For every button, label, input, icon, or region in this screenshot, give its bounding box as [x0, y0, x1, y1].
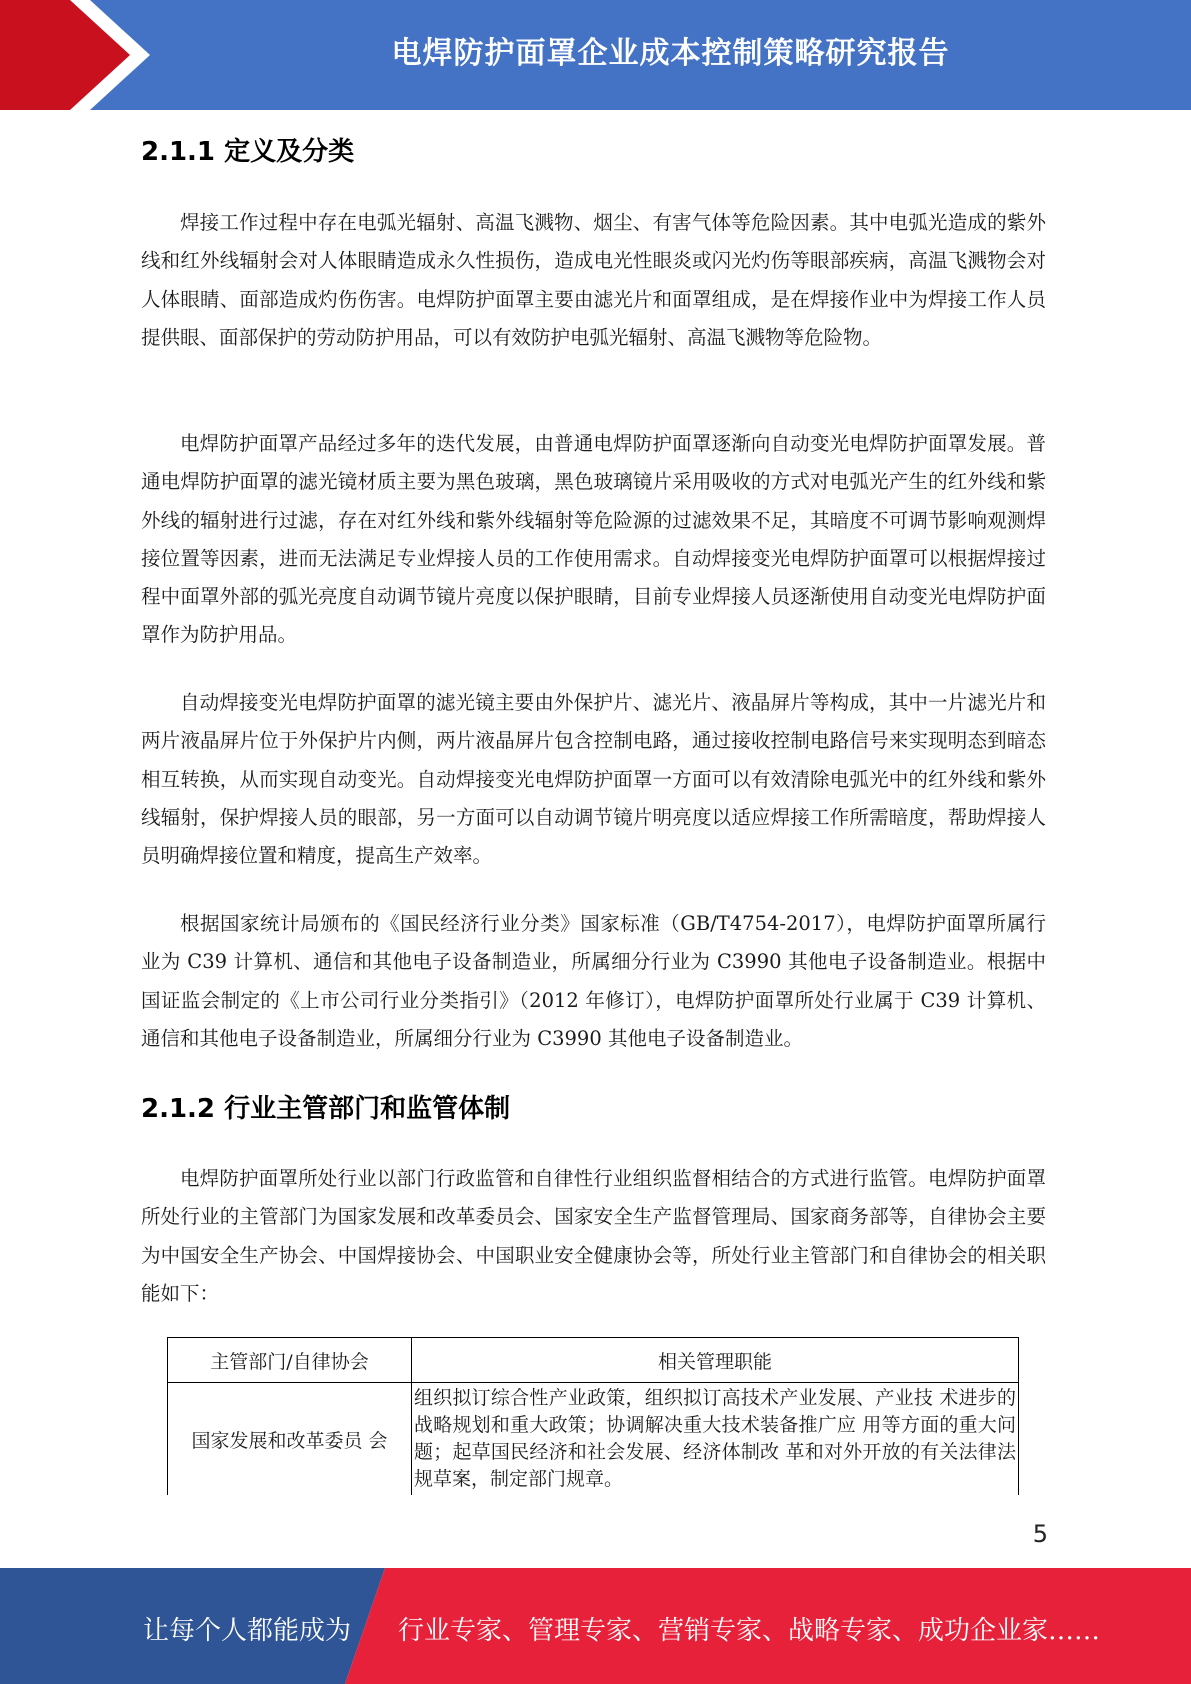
- table-header-duty: 相关管理职能: [412, 1338, 1019, 1383]
- section-heading-2-1-1: 2.1.1 定义及分类: [141, 137, 355, 167]
- paragraph-2: 电焊防护面罩产品经过多年的迭代发展，由普通电焊防护面罩逐渐向自动变光电焊防护面罩发展。普通电焊防护面罩的滤光镜材质主要为黑色玻璃，黑色玻璃镜片采用吸收的方式对电弧光产生的红外线和紫外线的辐射进行过滤，存在对红外线和紫外线辐射等危险源的过滤效果不足，其暗度不可调节影响观测焊接位置等因素，进而无法满足专业焊接人员的工作使用需求。自动焊接变光电焊防护面罩可以根据焊接过程中面罩外部的弧光亮度自动调节镜片亮度以保护眼睛，目前专业焊接人员逐渐使用自动变光电焊防护面罩作为防护用品。: [141, 432, 1046, 647]
- footer-slogan-left: 让每个人都能成为: [143, 1616, 352, 1646]
- table-header-row: [168, 1338, 1019, 1383]
- footer-slogan-right: 行业专家、管理专家、营销专家、战略专家、成功企业家……: [398, 1616, 1101, 1646]
- table-header-dept: 主管部门/自律协会: [168, 1338, 412, 1383]
- page-number: 5: [1032, 1520, 1048, 1548]
- report-title: 电焊防护面罩企业成本控制策略研究报告: [391, 36, 950, 71]
- page-header: [0, 0, 1191, 110]
- section-heading-2-1-2: 2.1.2 行业主管部门和监管体制: [141, 1094, 511, 1124]
- regulators-table: [167, 1337, 1019, 1495]
- paragraph-3: 自动焊接变光电焊防护面罩的滤光镜主要由外保护片、滤光片、液晶屏片等构成，其中一片滤光片和两片液晶屏片位于外保护片内侧，两片液晶屏片包含控制电路，通过接收控制电路信号来实现明态到暗态相互转换，从而实现自动变光。自动焊接变光电焊防护面罩一方面可以有效清除电弧光中的红外线和紫外线辐射，保护焊接人员的眼部，另一方面可以自动调节镜片明亮度以适应焊接工作所需暗度，帮助焊接人员明确焊接位置和精度，提高生产效率。: [141, 691, 1046, 868]
- page-footer: [0, 1568, 1191, 1684]
- table-cell-duty: 组织拟订综合性产业政策，组织拟订高技术产业发展、产业技 术进步的战略规划和重大政策；协调解决重大技术装备推广应 用等方面的重大问题；起草国民经济和社会发展、经济体制改 革和对外开放的有关法律法规草案，制定部门规章。: [412, 1383, 1019, 1496]
- paragraph-1: 焊接工作过程中存在电弧光辐射、高温飞溅物、烟尘、有害气体等危险因素。其中电弧光造成的紫外线和红外线辐射会对人体眼睛造成永久性损伤，造成电光性眼炎或闪光灼伤等眼部疾病，高温飞溅物会对人体眼睛、面部造成灼伤伤害。电焊防护面罩主要由滤光片和面罩组成，是在焊接作业中为焊接工作人员提供眼、面部保护的劳动防护用品，可以有效防护电弧光辐射、高温飞溅物等危险物。: [141, 211, 1046, 349]
- paragraph-5: 电焊防护面罩所处行业以部门行政监管和自律性行业组织监督相结合的方式进行监管。电焊防护面罩所处行业的主管部门为国家发展和改革委员会、国家安全生产监督管理局、国家商务部等，自律协会主要为中国安全生产协会、中国焊接协会、中国职业安全健康协会等，所处行业主管部门和自律协会的相关职能如下：: [141, 1167, 1046, 1305]
- paragraph-4: 根据国家统计局颁布的《国民经济行业分类》国家标准（GB/T4754-2017），电焊防护面罩所属行业为 C39 计算机、通信和其他电子设备制造业，所属细分行业为 C3990 其他电子设备制造业。根据中国证监会制定的《上市公司行业分类指引》（2012 年修订），电焊防护面罩所处行业属于 C39 计算机、通信和其他电子设备制造业，所属细分行业为 C3990 其他电子设备制造业。: [141, 912, 1046, 1050]
- table-cell-dept: 国家发展和改革委员 会: [168, 1383, 412, 1496]
- table-row: [168, 1383, 1019, 1496]
